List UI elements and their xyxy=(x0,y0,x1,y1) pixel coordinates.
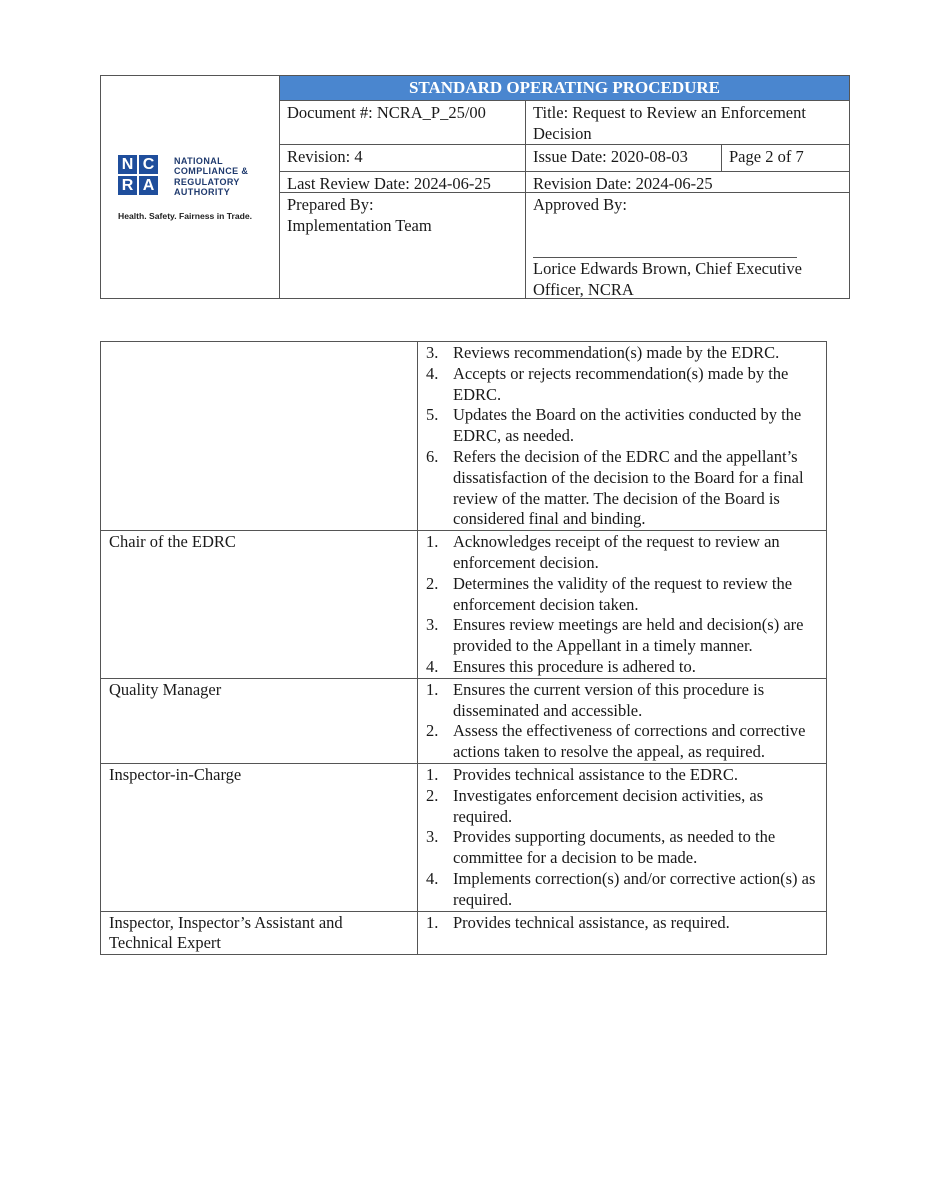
role-cell xyxy=(101,342,418,531)
role-cell: Quality Manager xyxy=(101,678,418,763)
duty-number: 3. xyxy=(426,615,439,635)
list-item xyxy=(426,765,818,786)
logo-letter-c: C xyxy=(139,155,158,174)
duties-cell xyxy=(418,531,827,679)
list-item xyxy=(426,913,818,934)
duty-number: 2. xyxy=(426,721,439,741)
duty-text: Implements correction(s) and/or corrective action(s) as required. xyxy=(453,868,816,909)
duty-text: Ensures the current version of this procedure is disseminated and accessible. xyxy=(453,679,765,720)
duties-cell xyxy=(418,678,827,763)
list-item xyxy=(426,447,818,530)
logo-word-line: REGULATORY xyxy=(174,176,240,187)
duty-text: Updates the Board on the activities conducted by the EDRC, as needed. xyxy=(453,405,802,446)
duty-text: Refers the decision of the EDRC and the appellant’s dissatisfaction of the decision to the Board for a final review of the matter. The decision of the Board is considered final and binding. xyxy=(453,446,804,529)
approved-by-label: Approved By: xyxy=(533,195,627,214)
duty-text: Provides technical assistance, as required. xyxy=(453,912,730,932)
document-number: Document #: NCRA_P_25/00 xyxy=(287,103,486,122)
list-item xyxy=(426,721,818,763)
duty-number: 2. xyxy=(426,785,439,805)
list-item xyxy=(426,680,818,722)
table-row xyxy=(101,342,827,531)
list-item xyxy=(426,532,818,574)
duty-list xyxy=(426,765,818,911)
duty-number: 4. xyxy=(426,868,439,888)
logo-word-line: COMPLIANCE & xyxy=(174,166,249,177)
list-item xyxy=(426,405,818,447)
list-item xyxy=(426,364,818,406)
revision-date: Revision Date: 2024-06-25 xyxy=(533,174,713,193)
duty-number: 1. xyxy=(426,532,439,552)
responsibilities-table xyxy=(100,341,827,955)
logo-letter-a: A xyxy=(139,176,158,195)
duty-list xyxy=(426,343,818,530)
revision-number: Revision: 4 xyxy=(287,147,363,166)
duty-text: Provides technical assistance to the EDRC. xyxy=(453,764,739,784)
duty-number: 4. xyxy=(426,363,439,383)
list-item xyxy=(426,615,818,657)
page-number: Page 2 of 7 xyxy=(729,147,804,166)
list-item xyxy=(426,574,818,616)
logo-letter-r: R xyxy=(118,176,137,195)
prepared-by xyxy=(280,193,525,236)
logo-wordmark xyxy=(174,156,274,197)
table-row xyxy=(101,911,827,955)
table-row xyxy=(101,678,827,763)
duty-number: 5. xyxy=(426,405,439,425)
signature-line xyxy=(533,257,797,258)
table-row xyxy=(101,763,827,911)
duty-text: Ensures this procedure is adhered to. xyxy=(453,656,696,676)
last-review-date: Last Review Date: 2024-06-25 xyxy=(287,174,491,193)
list-item xyxy=(426,827,818,869)
table-row xyxy=(101,531,827,679)
prepared-by-value: Implementation Team xyxy=(287,216,432,235)
document-title: Title: Request to Review an Enforcement Decision xyxy=(533,103,806,143)
logo-word-line: NATIONAL xyxy=(174,156,224,166)
role-cell: Inspector, Inspector’s Assistant and Technical Expert xyxy=(101,911,418,955)
sop-title-band: STANDARD OPERATING PROCEDURE xyxy=(280,76,849,101)
sop-header xyxy=(100,75,850,299)
duty-number: 6. xyxy=(426,446,439,466)
approver-name: Lorice Edwards Brown, Chief Executive Officer, NCRA xyxy=(533,259,802,299)
list-item xyxy=(426,343,818,364)
duty-list xyxy=(426,913,818,934)
duty-number: 1. xyxy=(426,679,439,699)
duty-list xyxy=(426,532,818,678)
duty-text: Reviews recommendation(s) made by the EDRC. xyxy=(453,343,780,362)
role-cell: Inspector-in-Charge xyxy=(101,763,418,911)
duty-text: Assess the effectiveness of corrections and corrective actions taken to resolve the appeal, as required. xyxy=(453,721,806,762)
logo-letter-n: N xyxy=(118,155,137,174)
duty-number: 2. xyxy=(426,573,439,593)
list-item xyxy=(426,657,818,678)
duty-text: Investigates enforcement decision activities, as required. xyxy=(453,785,764,826)
prepared-by-label: Prepared By: xyxy=(287,195,374,214)
list-item xyxy=(426,869,818,911)
duty-text: Provides supporting documents, as needed to the committee for a decision to be made. xyxy=(453,827,776,868)
duties-cell xyxy=(418,763,827,911)
duty-number: 4. xyxy=(426,656,439,676)
issue-date: Issue Date: 2020-08-03 xyxy=(533,147,688,166)
duties-cell xyxy=(418,342,827,531)
logo-tagline: Health. Safety. Fairness in Trade. xyxy=(118,211,253,221)
duty-text: Acknowledges receipt of the request to review an enforcement decision. xyxy=(453,532,780,572)
logo-cell xyxy=(101,76,280,298)
duty-number: 1. xyxy=(426,912,439,932)
duties-cell xyxy=(418,911,827,955)
list-item xyxy=(426,786,818,828)
duty-text: Accepts or rejects recommendation(s) made by the EDRC. xyxy=(453,363,789,404)
duty-number: 1. xyxy=(426,764,439,784)
ncra-logo-mark xyxy=(118,155,158,195)
duty-text: Determines the validity of the request to review the enforcement decision taken. xyxy=(453,573,793,614)
logo-word-line: AUTHORITY xyxy=(174,186,231,197)
duty-list xyxy=(426,680,818,763)
duty-number: 3. xyxy=(426,343,439,362)
duty-number: 3. xyxy=(426,827,439,847)
duty-text: Ensures review meetings are held and decision(s) are provided to the Appellant in a timely manner. xyxy=(453,615,804,656)
role-cell: Chair of the EDRC xyxy=(101,531,418,679)
